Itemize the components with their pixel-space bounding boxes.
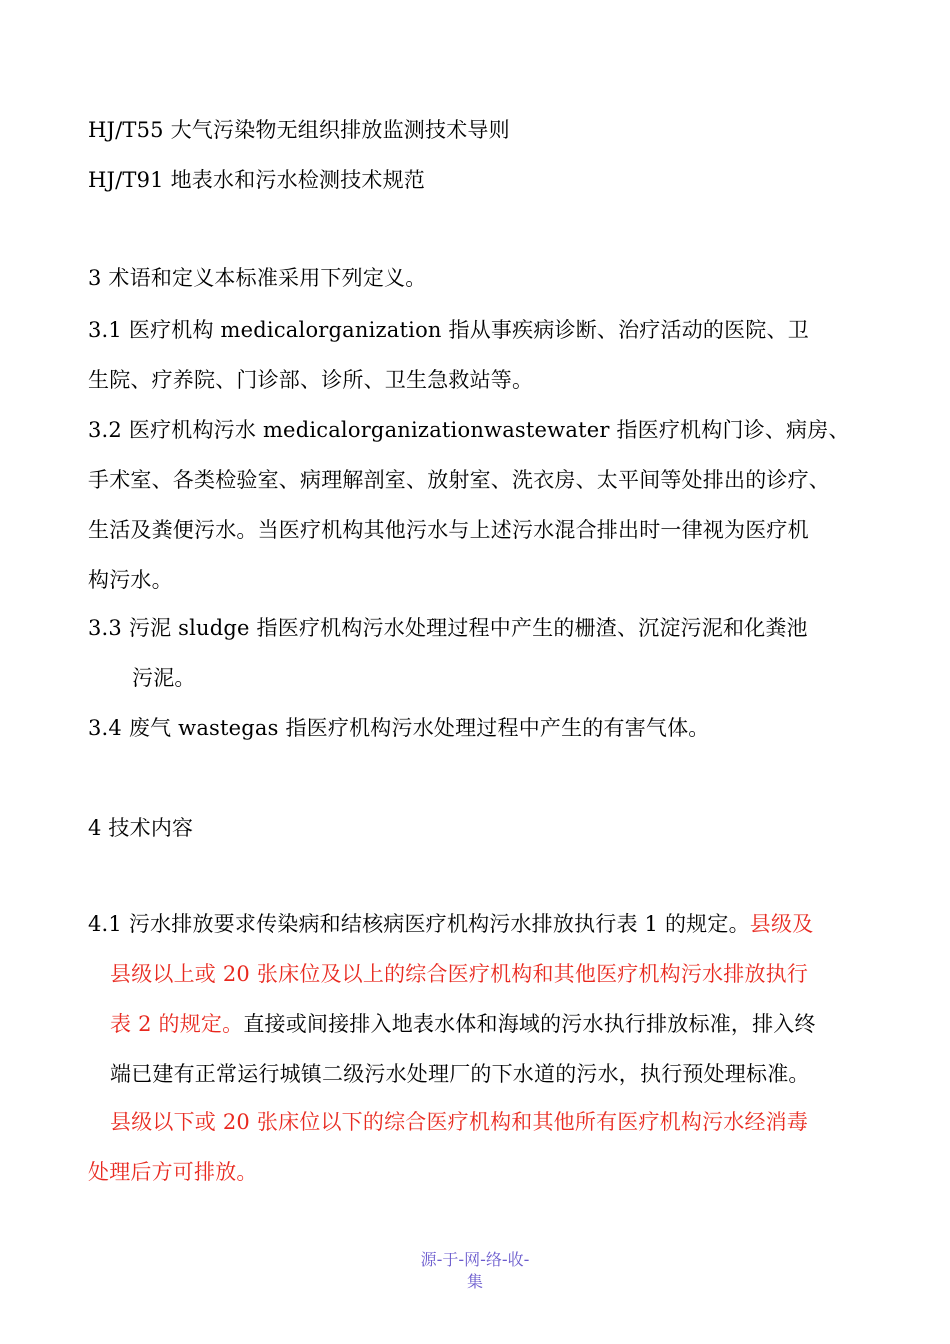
footer-source-line-1: 源-于-网-络-收-	[420, 1250, 530, 1269]
section-3-3-line-1: 3.3 污泥 sludge 指医疗机构污水处理过程中产生的栅渣、沉淀污泥和化粪池	[88, 616, 808, 640]
section-4-1-line-3-text: 直接或间接排入地表水体和海域的污水执行排放标准，排入终	[243, 1012, 816, 1036]
footer-source-line-2: 集	[466, 1272, 483, 1291]
section-4-1-line-2-highlight: 县级以上或 20 张床位及以上的综合医疗机构和其他医疗机构污水排放执行	[110, 962, 809, 986]
section-3-heading: 3 术语和定义本标准采用下列定义。	[88, 266, 427, 290]
section-4-1-line-1-text: 4.1 污水排放要求传染病和结核病医疗机构污水排放执行表 1 的规定。	[88, 912, 750, 936]
section-3-1-line-2: 生院、疗养院、门诊部、诊所、卫生急救站等。	[88, 368, 534, 392]
section-4-1-line-3-highlight: 表 2 的规定。	[110, 1012, 244, 1036]
reference-hj-t91: HJ/T91 地表水和污水检测技术规范	[88, 168, 426, 192]
section-3-2-line-2: 手术室、各类检验室、病理解剖室、放射室、洗衣房、太平间等处排出的诊疗、	[88, 468, 830, 492]
reference-hj-t55: HJ/T55 大气污染物无组织排放监测技术导则	[88, 118, 510, 142]
section-3-2-line-3: 生活及粪便污水。当医疗机构其他污水与上述污水混合排出时一律视为医疗机	[88, 518, 809, 542]
section-4-1-line-3	[110, 1010, 816, 1038]
section-3-2-line-4: 构污水。	[88, 568, 173, 592]
section-4-1-line-1-highlight: 县级及	[749, 912, 814, 936]
section-3-3-line-2: 污泥。	[132, 666, 196, 690]
section-4-1-line-1	[88, 910, 813, 938]
section-4-1-line-5-highlight: 县级以下或 20 张床位以下的综合医疗机构和其他所有医疗机构污水经消毒	[110, 1110, 809, 1134]
section-3-2-line-1: 3.2 医疗机构污水 medicalorganizationwastewater 指医疗机构门诊、病房、	[88, 418, 850, 442]
section-3-1-line-1: 3.1 医疗机构 medicalorganization 指从事疾病诊断、治疗活动的医院、卫	[88, 318, 809, 342]
section-3-4: 3.4 废气 wastegas 指医疗机构污水处理过程中产生的有害气体。	[88, 716, 710, 740]
section-4-1-line-4: 端已建有正常运行城镇二级污水处理厂的下水道的污水，执行预处理标准。	[110, 1062, 810, 1086]
section-4-heading: 4 技术内容	[88, 816, 194, 840]
section-4-1-line-6-highlight: 处理后方可排放。	[88, 1160, 258, 1184]
